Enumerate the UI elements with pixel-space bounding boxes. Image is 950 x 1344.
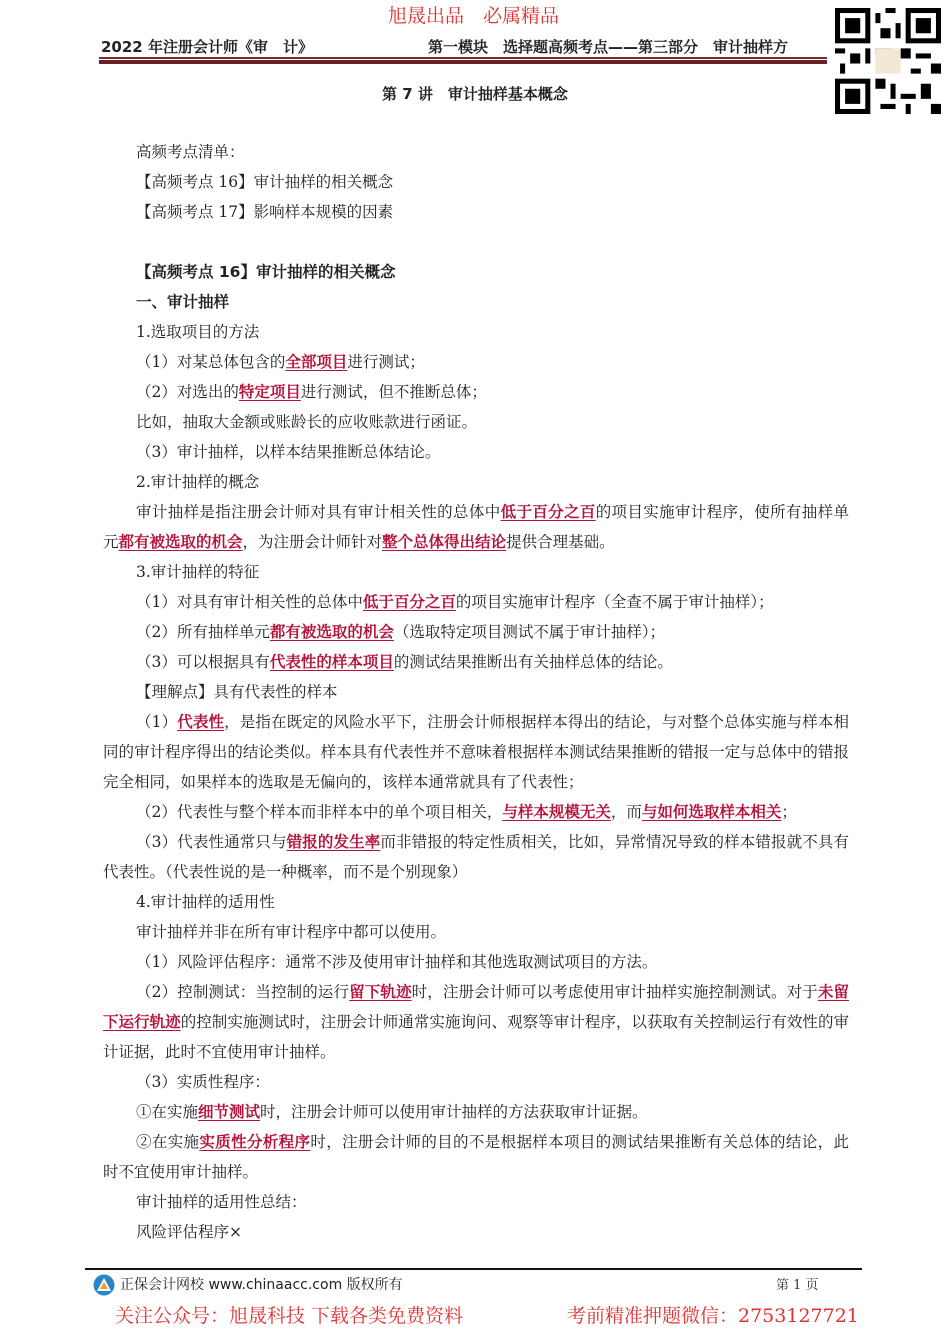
- key-term: 低于百分之百: [362, 592, 456, 611]
- document-body: [103, 137, 849, 1247]
- paragraph: [103, 677, 849, 707]
- paragraph: [103, 137, 849, 167]
- paragraph: [103, 617, 849, 647]
- text-run: 审计抽样并非在所有审计程序中都可以使用。: [136, 923, 447, 941]
- key-term: 整个总体得出结论: [382, 532, 507, 551]
- section-heading: [103, 257, 849, 287]
- text-run: 【高频考点 16】审计抽样的相关概念: [136, 263, 396, 281]
- text-run: （1）对某总体包含的: [136, 353, 286, 371]
- key-term: 错报的发生率: [286, 832, 381, 851]
- paragraph: [103, 1187, 849, 1217]
- paragraph: [103, 437, 849, 467]
- header-section-title: 第一模块 选择题高频考点——第三部分 审计抽样方: [428, 38, 789, 56]
- key-term: 未留下运行轨迹: [103, 982, 849, 1031]
- key-term: 全部项目: [285, 352, 348, 371]
- text-run: 风险评估程序×: [136, 1223, 242, 1241]
- paragraph: [103, 467, 849, 497]
- text-run: （2）控制测试：当控制的运行: [136, 983, 350, 1001]
- paragraph: [103, 167, 849, 197]
- key-term: 特定项目: [238, 382, 301, 401]
- text-run: 的项目实施审计程序，使所有抽样单元: [103, 503, 849, 551]
- text-run: 而非错报的特定性质相关，比如，异常情况导致的样本错报就不具有代表性。（代表性说的是一种概率，而不是个别现象）: [103, 833, 849, 881]
- paragraph: [103, 197, 849, 227]
- paragraph: [103, 947, 849, 977]
- text-run: 时，注册会计师的目的不是根据样本项目的测试结果推断有关总体的结论，此时不宜使用审计抽样。: [103, 1133, 849, 1181]
- text-run: 时，注册会计师可以考虑使用审计抽样实施控制测试。对于: [411, 983, 818, 1001]
- paragraph: [103, 887, 849, 917]
- footer-watermark-right: 考前精准押题微信：2753127721: [567, 1305, 859, 1327]
- header-rule: [99, 57, 827, 59]
- header-course-title: 2022 年注册会计师《审 计》: [101, 38, 313, 56]
- key-term: 代表性的样本项目: [269, 652, 394, 671]
- text-run: 的项目实施审计程序（全查不属于审计抽样）；: [455, 593, 774, 611]
- text-run: ，是指在既定的风险水平下，注册会计师根据样本得出的结论，与对整个总体实施与样本相同的审计程序得出的结论类似。样本具有代表性并不意味着根据样本测试结果推断的错报一定与总体中的错报完全相同，如果样本的选取是无偏向的，该样本通常就具有了代表性；: [103, 713, 849, 791]
- paragraph: [103, 317, 849, 347]
- header-rule-thick: [99, 60, 827, 64]
- text-run: 2.审计抽样的概念: [136, 473, 260, 491]
- footer-watermark-left: 关注公众号：旭晟科技 下载各类免费资料: [115, 1305, 464, 1327]
- key-term: 留下轨迹: [349, 982, 412, 1001]
- text-run: （3）可以根据具有: [136, 653, 270, 671]
- footer-copyright: 正保会计网校 www.chinaacc.com 版权所有: [120, 1277, 403, 1293]
- text-run: 比如，抽取大金额或账龄长的应收账款进行函证。: [136, 413, 478, 431]
- paragraph: [103, 497, 849, 557]
- text-run: （3）代表性通常只与: [136, 833, 287, 851]
- text-run: 【理解点】具有代表性的样本: [136, 683, 338, 701]
- text-run: 的测试结果推断出有关抽样总体的结论。: [393, 653, 673, 671]
- key-term: 都有被选取的机会: [118, 532, 243, 551]
- text-run: ，为注册会计师针对: [242, 533, 383, 551]
- text-run: 高频考点清单：: [136, 143, 245, 161]
- paragraph: [103, 917, 849, 947]
- key-term: 实质性分析程序: [199, 1132, 311, 1151]
- section-heading: [103, 287, 849, 317]
- text-run: （2）所有抽样单元: [136, 623, 270, 641]
- key-term: 代表性: [177, 712, 225, 731]
- header-watermark: 旭晟出品 必属精品: [388, 5, 560, 27]
- text-run: 提供合理基础。: [506, 533, 615, 551]
- text-run: （选取特定项目测试不属于审计抽样）；: [393, 623, 666, 641]
- page-number: 第 1 页: [776, 1278, 819, 1293]
- text-run: （1）对具有审计相关性的总体中: [136, 593, 363, 611]
- paragraph: [103, 797, 849, 827]
- text-run: ，而: [610, 803, 642, 821]
- text-run: 审计抽样是指注册会计师对具有审计相关性的总体中: [136, 503, 501, 521]
- key-term: 细节测试: [198, 1102, 261, 1121]
- text-run: 【高频考点 16】审计抽样的相关概念: [136, 173, 394, 191]
- key-term: 与样本规模无关: [502, 802, 611, 821]
- key-term: 都有被选取的机会: [269, 622, 394, 641]
- paragraph: [103, 347, 849, 377]
- paragraph: [103, 1217, 849, 1247]
- paragraph: [103, 977, 849, 1067]
- text-run: （1）风险评估程序：通常不涉及使用审计抽样和其他选取测试项目的方法。: [136, 953, 658, 971]
- paragraph: [103, 707, 849, 797]
- text-run: （3）审计抽样，以样本结果推断总体结论。: [136, 443, 441, 461]
- text-run: 一、审计抽样: [136, 293, 230, 311]
- text-run: （2）代表性与整个样本而非样本中的单个项目相关，: [136, 803, 503, 821]
- key-term: 与如何选取样本相关: [641, 802, 782, 821]
- chinaacc-logo-icon: [93, 1274, 115, 1296]
- text-run: ②在实施: [136, 1133, 200, 1151]
- text-run: 进行测试，但不推断总体；: [300, 383, 487, 401]
- paragraph: [103, 587, 849, 617]
- text-run: 【高频考点 17】影响样本规模的因素: [136, 203, 394, 221]
- paragraph: [103, 647, 849, 677]
- lecture-title: 第 7 讲 审计抽样基本概念: [382, 85, 568, 103]
- paragraph: [103, 407, 849, 437]
- text-run: （3）实质性程序：: [136, 1073, 270, 1091]
- text-run: 的控制实施测试时，注册会计师通常实施询问、观察等审计程序，以获取有关控制运行有效性的审计证据，此时不宜使用审计抽样。: [103, 1013, 849, 1061]
- text-run: 时，注册会计师可以使用审计抽样的方法获取审计证据。: [260, 1103, 648, 1121]
- paragraph: [103, 1097, 849, 1127]
- text-run: 4.审计抽样的适用性: [136, 893, 275, 911]
- text-run: ①在实施: [136, 1103, 199, 1121]
- text-run: 进行测试；: [347, 353, 425, 371]
- text-run: 审计抽样的适用性总结：: [136, 1193, 307, 1211]
- paragraph: [103, 377, 849, 407]
- paragraph: [103, 1067, 849, 1097]
- text-run: 1.选取项目的方法: [136, 323, 260, 341]
- footer-rule: [85, 1268, 862, 1270]
- paragraph: [103, 1127, 849, 1187]
- paragraph: [103, 557, 849, 587]
- key-term: 低于百分之百: [500, 502, 596, 521]
- paragraph: [103, 827, 849, 887]
- blank-line: [103, 227, 849, 257]
- text-run: ；: [781, 803, 797, 821]
- text-run: 3.审计抽样的特征: [136, 563, 260, 581]
- text-run: （1）: [136, 713, 178, 731]
- text-run: （2）对选出的: [136, 383, 239, 401]
